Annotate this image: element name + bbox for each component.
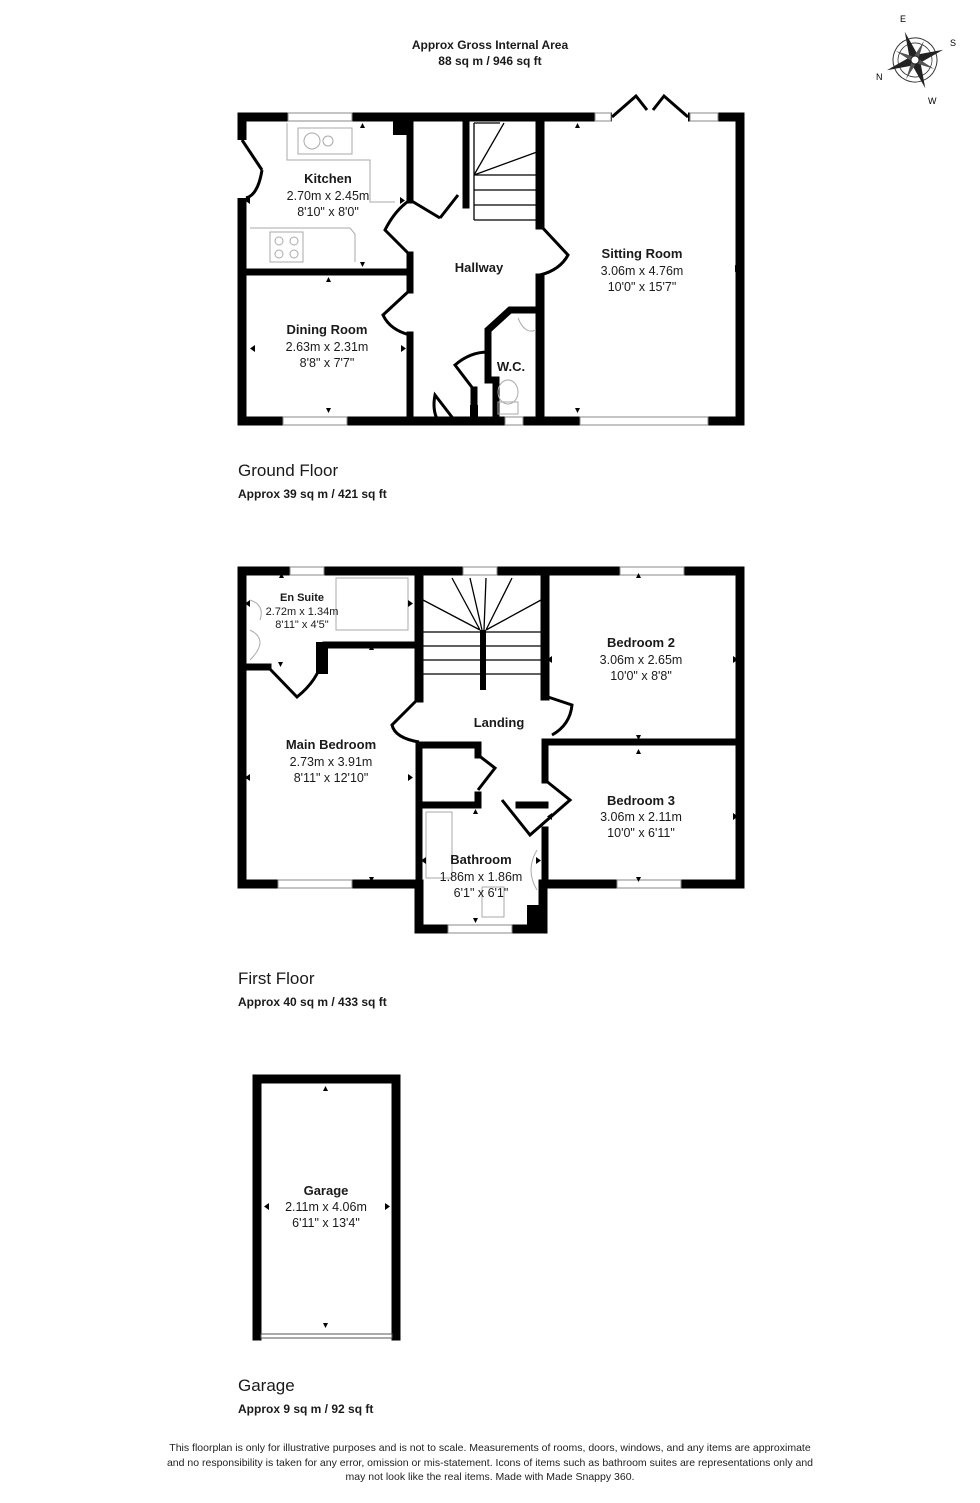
- garage-area: Approx 9 sq m / 92 sq ft: [238, 1402, 374, 1416]
- room-hallway: Hallway: [454, 260, 504, 275]
- room-sitting: [601, 246, 684, 294]
- svg-text:En Suite: En Suite: [279, 592, 325, 604]
- svg-text:Kitchen: Kitchen: [304, 171, 352, 186]
- svg-text:2.72m x 1.34m: 2.72m x 1.34m: [265, 606, 339, 618]
- svg-text:Bathroom: Bathroom: [450, 852, 512, 867]
- room-garage: [285, 1183, 367, 1230]
- compass-e: E: [900, 14, 907, 24]
- room-main-bedroom: [286, 737, 376, 785]
- compass-w: W: [928, 96, 937, 106]
- svg-text:8'11" x 4'5": 8'11" x 4'5": [275, 619, 329, 631]
- gross-area-label: Approx Gross Internal Area: [411, 38, 569, 52]
- svg-text:10'0" x 6'11": 10'0" x 6'11": [607, 826, 675, 840]
- svg-text:Sitting Room: Sitting Room: [601, 246, 683, 261]
- disclaimer-line: and no responsibility is taken for any error, omission or mis-statement. Icons of items such as bathroom suites are representations only and: [166, 1456, 814, 1469]
- compass-icon: [877, 22, 957, 99]
- room-bedroom-2: [600, 635, 683, 683]
- window: [288, 113, 352, 121]
- ground-floor-area: Approx 39 sq m / 421 sq ft: [238, 487, 387, 501]
- svg-text:10'0" x 8'8": 10'0" x 8'8": [610, 669, 672, 683]
- ground-floor-heading: Ground Floor: [238, 461, 339, 480]
- disclaimer-line: This floorplan is only for illustrative purposes and is not to scale. Measurements of rooms, doors, windows, and any items are approximate: [169, 1442, 811, 1454]
- svg-text:2.63m x 2.31m: 2.63m x 2.31m: [285, 340, 369, 354]
- svg-text:8'11" x 12'10": 8'11" x 12'10": [293, 771, 369, 785]
- svg-text:6'11" x 13'4": 6'11" x 13'4": [292, 1216, 360, 1230]
- svg-text:Bedroom 2: Bedroom 2: [607, 635, 675, 650]
- room-ensuite: [266, 592, 339, 631]
- svg-text:3.06m x 4.76m: 3.06m x 4.76m: [600, 264, 684, 278]
- svg-text:1.86m x 1.86m: 1.86m x 1.86m: [439, 870, 523, 884]
- svg-text:2.11m x 4.06m: 2.11m x 4.06m: [285, 1200, 367, 1214]
- first-floor-heading: First Floor: [238, 969, 315, 988]
- svg-text:2.73m x 3.91m: 2.73m x 3.91m: [289, 755, 373, 769]
- svg-text:Garage: Garage: [303, 1183, 349, 1198]
- garage-heading: Garage: [238, 1376, 295, 1395]
- svg-text:6'1" x 6'1": 6'1" x 6'1": [453, 886, 509, 900]
- disclaimer-line: may not look like the real items. Made with Made Snappy 360.: [345, 1471, 635, 1483]
- svg-text:Main Bedroom: Main Bedroom: [285, 737, 377, 752]
- compass-s: S: [950, 38, 957, 48]
- room-bathroom: [440, 852, 523, 900]
- room-bedroom-3: [600, 793, 682, 840]
- svg-text:10'0" x 15'7": 10'0" x 15'7": [607, 280, 677, 294]
- compass-n: N: [876, 72, 883, 82]
- svg-text:Bedroom 3: Bedroom 3: [607, 793, 675, 808]
- room-landing: Landing: [473, 715, 525, 730]
- svg-text:3.06m x 2.11m: 3.06m x 2.11m: [600, 810, 682, 824]
- room-dining: [286, 322, 369, 370]
- room-wc: W.C.: [496, 359, 526, 374]
- disclaimer: [110, 1441, 870, 1485]
- svg-text:8'10" x 8'0": 8'10" x 8'0": [297, 205, 359, 219]
- first-floor-area: Approx 40 sq m / 433 sq ft: [238, 995, 387, 1009]
- svg-text:Dining Room: Dining Room: [286, 322, 368, 337]
- room-kitchen: [287, 171, 370, 219]
- svg-text:8'8" x 7'7": 8'8" x 7'7": [299, 356, 355, 370]
- gross-area-value: 88 sq m / 946 sq ft: [438, 54, 542, 68]
- svg-text:2.70m x 2.45m: 2.70m x 2.45m: [286, 189, 370, 203]
- svg-text:3.06m x 2.65m: 3.06m x 2.65m: [599, 653, 683, 667]
